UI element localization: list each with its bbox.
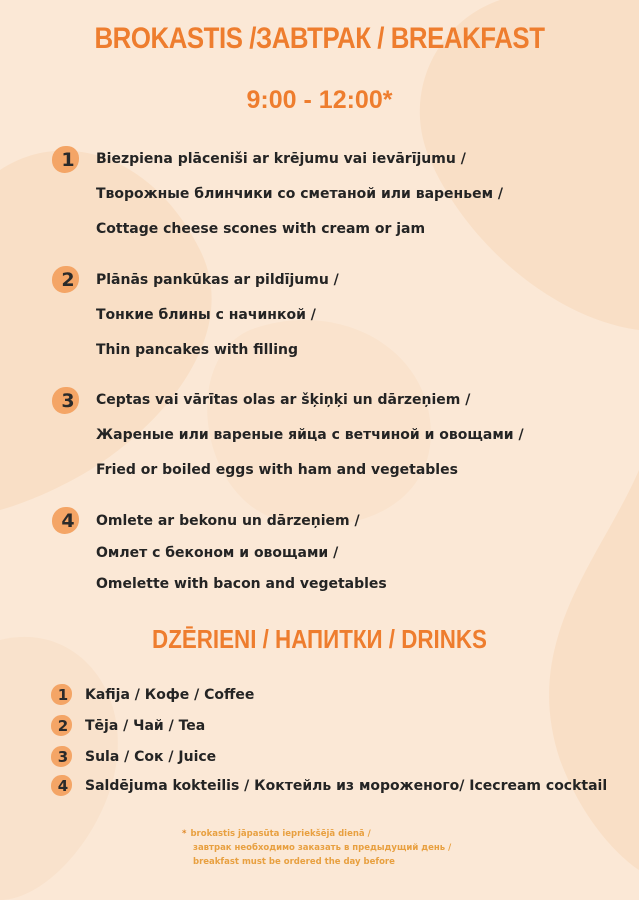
footnote-english: breakfast must be ordered the day before [193,857,395,867]
item-1-russian: Творожные блинчики со сметаной или вареньем / [96,186,504,202]
drink-tea: Tēja / Чай / Tea [85,718,206,734]
item-1-english: Cottage cheese scones with cream or jam [96,221,426,237]
drink-number-badge: 2 [53,716,73,736]
footnote [182,827,451,869]
breakfast-hours: 9:00 - 12:00* [246,86,393,114]
item-number-badge: 3 [55,388,81,414]
drink-number-badge: 4 [53,776,73,796]
footnote-latvian: brokastis jāpasūta iepriekšējā dienā / [190,829,371,839]
drink-number-badge: 1 [53,685,73,705]
item-4-english: Omelette with bacon and vegetables [96,576,387,592]
footnote-star: * [182,829,187,839]
item-3-english: Fried or boiled eggs with ham and vegetables [96,462,458,478]
item-number-badge: 4 [55,508,81,534]
item-3-latvian: Ceptas vai vārītas olas ar šķiņķi un dārzeņiem / [96,392,471,408]
item-2-latvian: Plānās pankūkas ar pildījumu / [96,272,339,288]
drink-icecream-cocktail: Saldējuma kokteilis / Коктейль из мороженого/ Icecream cocktail [85,778,608,794]
item-4-russian: Омлет с беконом и овощами / [96,545,339,561]
item-3-russian: Жареные или вареные яйца с ветчиной и овощами / [96,427,524,443]
item-number-badge: 1 [55,147,81,173]
item-2-russian: Тонкие блины с начинкой / [96,307,316,323]
item-number-badge: 2 [55,267,81,293]
item-1-latvian: Biezpiena plāceniši ar krējumu vai ievārījumu / [96,151,466,167]
drink-number-badge: 3 [53,747,73,767]
item-4-latvian: Omlete ar bekonu un dārzeņiem / [96,513,360,529]
item-2-english: Thin pancakes with filling [96,342,299,358]
page-title: BROKASTIS /ЗАВТРАК / BREAKFAST [94,22,545,55]
drinks-title: DZĒRIENI / НАПИТКИ / DRINKS [152,624,487,654]
drink-coffee: Kafija / Кофе / Coffee [85,687,255,703]
drink-juice: Sula / Сок / Juice [85,749,217,765]
footnote-russian: завтрак необходимо заказать в предыдущий день / [193,843,452,853]
